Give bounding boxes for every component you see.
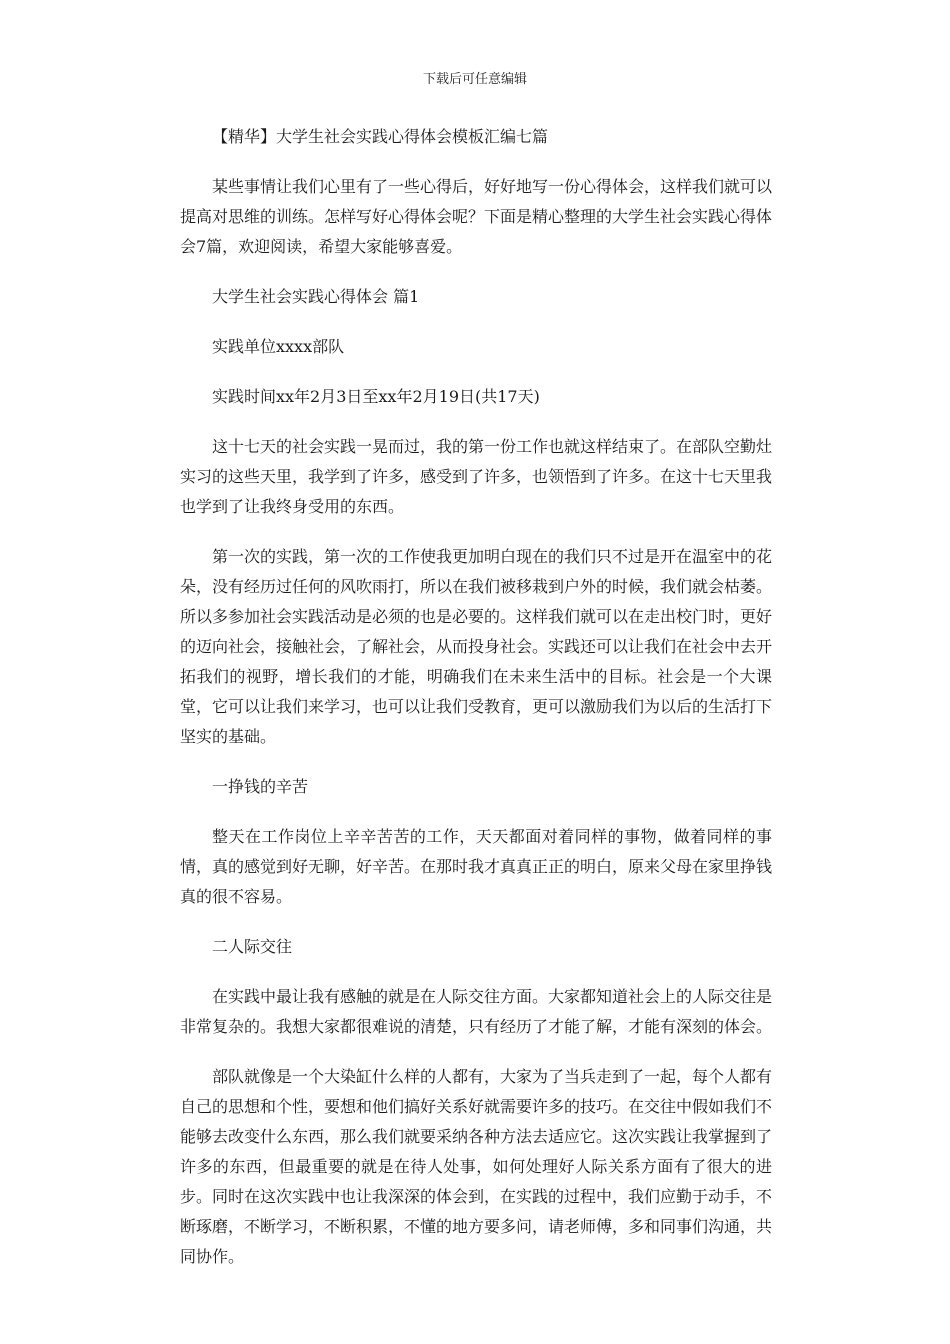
practice-unit: 实践单位xxxx部队 bbox=[212, 337, 345, 356]
intro-paragraph: 某些事情让我们心里有了一些心得后，好好地写一份心得体会，这样我们就可以提高对思维的训练。怎样写好心得体会呢？下面是精心整理的大学生社会实践心得体会7篇，欢迎阅读，希望大家能够喜爱。 bbox=[180, 177, 773, 256]
document-body bbox=[180, 122, 772, 1292]
paragraph-4: 在实践中最让我有感触的就是在人际交往方面。大家都知道社会上的人际交往是非常复杂的。我想大家都很难说的清楚，只有经历了才能了解，才能有深刻的体会。 bbox=[180, 987, 773, 1036]
paragraph-2: 第一次的实践，第一次的工作使我更加明白现在的我们只不过是开在温室中的花朵，没有经历过任何的风吹雨打，所以在我们被移栽到户外的时候，我们就会枯萎。所以多参加社会实践活动是必须的也是必要的。这样我们就可以在走出校门时，更好的迈向社会，接触社会，了解社会，从而投身社会。实践还可以让我们在社会中去开拓我们的视野，增长我们的才能，明确我们在未来生活中的目标。社会是一个大课堂，它可以让我们来学习，也可以让我们受教育，更可以激励我们为以后的生活打下坚实的基础。 bbox=[180, 547, 773, 746]
section-title: 大学生社会实践心得体会 篇1 bbox=[212, 287, 420, 306]
header-note: 下载后可任意编辑 bbox=[422, 72, 527, 87]
paragraph-1: 这十七天的社会实践一晃而过，我的第一份工作也就这样结束了。在部队空勤灶实习的这些天里，我学到了许多，感受到了许多，也领悟到了许多。在这十七天里我也学到了让我终身受用的东西。 bbox=[180, 437, 773, 516]
paragraph-5: 部队就像是一个大染缸什么样的人都有，大家为了当兵走到了一起，每个人都有自己的思想和个性，要想和他们搞好关系好就需要许多的技巧。在交往中假如我们不能够去改变什么东西，那么我们就要采纳各种方法去适应它。这次实践让我掌握到了许多的东西，但最重要的就是在待人处事，如何处理好人际关系方面有了很大的进步。同时在这次实践中也让我深深的体会到，在实践的过程中，我们应勤于动手，不断琢磨，不断学习，不断积累，不懂的地方要多问，请老师傅，多和同事们沟通，共同协作。 bbox=[180, 1067, 773, 1266]
subheading-earning: 一挣钱的辛苦 bbox=[212, 777, 309, 796]
document-title: 【精华】大学生社会实践心得体会模板汇编七篇 bbox=[212, 127, 549, 146]
paragraph-3: 整天在工作岗位上辛辛苦苦的工作，天天都面对着同样的事物，做着同样的事情，真的感觉到好无聊，好辛苦。在那时我才真真正正的明白，原来父母在家里挣钱真的很不容易。 bbox=[180, 827, 773, 906]
subheading-relations: 二人际交往 bbox=[212, 937, 293, 956]
practice-time: 实践时间xx年2月3日至xx年2月19日(共17天) bbox=[212, 387, 540, 406]
